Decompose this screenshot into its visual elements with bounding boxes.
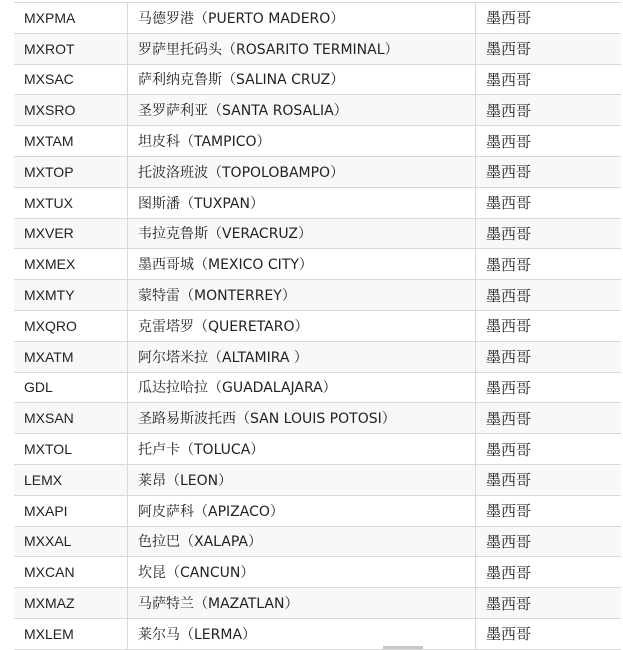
country-cell: 墨西哥 (476, 33, 622, 64)
port-code-cell: MXLEM (14, 618, 128, 649)
port-name-cell: 托波洛班波（TOPOLOBAMPO） (128, 156, 476, 187)
port-code-cell: MXMTY (14, 280, 128, 311)
table-row (14, 464, 621, 495)
port-code-cell: MXTAM (14, 126, 128, 157)
table-row (14, 618, 621, 649)
table-row (14, 526, 621, 557)
port-name-cell: 阿尔塔米拉（ALTAMIRA ） (128, 341, 476, 372)
port-code-cell: MXTOL (14, 434, 128, 465)
table-row (14, 126, 621, 157)
country-cell: 墨西哥 (476, 618, 622, 649)
table-row (14, 403, 621, 434)
port-code-cell: MXATM (14, 341, 128, 372)
table-row (14, 187, 621, 218)
port-name-cell: 马德罗港（PUERTO MADERO） (128, 3, 476, 34)
port-code-cell: MXQRO (14, 310, 128, 341)
country-cell: 墨西哥 (476, 434, 622, 465)
port-name-cell: 坦皮科（TAMPICO） (128, 126, 476, 157)
port-name-cell: 圣路易斯波托西（SAN LOUIS POTOSI） (128, 403, 476, 434)
table-row (14, 280, 621, 311)
port-name-cell: 莱昂（LEON） (128, 464, 476, 495)
port-name-cell: 瓜达拉哈拉（GUADALAJARA） (128, 372, 476, 403)
country-cell: 墨西哥 (476, 403, 622, 434)
port-code-cell: MXSAN (14, 403, 128, 434)
port-name-cell: 莱尔马（LERMA） (128, 618, 476, 649)
country-cell: 墨西哥 (476, 187, 622, 218)
port-code-cell: MXROT (14, 33, 128, 64)
port-name-cell: 托卢卡（TOLUCA） (128, 434, 476, 465)
country-cell: 墨西哥 (476, 95, 622, 126)
country-cell: 墨西哥 (476, 557, 622, 588)
country-cell: 墨西哥 (476, 588, 622, 619)
port-name-cell: 墨西哥城（MEXICO CITY） (128, 249, 476, 280)
table-row (14, 64, 621, 95)
port-code-cell: MXTUX (14, 187, 128, 218)
port-code-cell: MXSRO (14, 95, 128, 126)
port-name-cell: 罗萨里托码头（ROSARITO TERMINAL） (128, 33, 476, 64)
table-row (14, 33, 621, 64)
port-code-cell: MXSAC (14, 64, 128, 95)
country-cell: 墨西哥 (476, 372, 622, 403)
table-row (14, 341, 621, 372)
horizontal-scrollbar-thumb[interactable] (383, 646, 423, 649)
country-cell: 墨西哥 (476, 310, 622, 341)
country-cell: 墨西哥 (476, 341, 622, 372)
port-name-cell: 坎昆（CANCUN） (128, 557, 476, 588)
table-row (14, 495, 621, 526)
port-code-cell: MXMAZ (14, 588, 128, 619)
port-code-cell: LEMX (14, 464, 128, 495)
table-row (14, 310, 621, 341)
country-cell: 墨西哥 (476, 156, 622, 187)
table-row (14, 588, 621, 619)
port-code-cell: MXTOP (14, 156, 128, 187)
table-row (14, 156, 621, 187)
country-cell: 墨西哥 (476, 464, 622, 495)
port-name-cell: 圣罗萨利亚（SANTA ROSALIA） (128, 95, 476, 126)
country-cell: 墨西哥 (476, 3, 622, 34)
port-code-cell: MXAPI (14, 495, 128, 526)
port-name-cell: 图斯潘（TUXPAN） (128, 187, 476, 218)
port-code-table (14, 2, 621, 650)
port-code-cell: MXXAL (14, 526, 128, 557)
port-code-cell: MXVER (14, 218, 128, 249)
port-name-cell: 阿皮萨科（APIZACO） (128, 495, 476, 526)
port-code-cell: MXPMA (14, 3, 128, 34)
country-cell: 墨西哥 (476, 64, 622, 95)
port-code-cell: MXMEX (14, 249, 128, 280)
country-cell: 墨西哥 (476, 280, 622, 311)
port-name-cell: 马萨特兰（MAZATLAN） (128, 588, 476, 619)
country-cell: 墨西哥 (476, 218, 622, 249)
port-name-cell: 萨利纳克鲁斯（SALINA CRUZ） (128, 64, 476, 95)
port-name-cell: 韦拉克鲁斯（VERACRUZ） (128, 218, 476, 249)
table-row (14, 557, 621, 588)
port-code-cell: MXCAN (14, 557, 128, 588)
table-row (14, 249, 621, 280)
table-row (14, 218, 621, 249)
country-cell: 墨西哥 (476, 249, 622, 280)
port-name-cell: 色拉巴（XALAPA） (128, 526, 476, 557)
table-row (14, 372, 621, 403)
country-cell: 墨西哥 (476, 126, 622, 157)
port-code-cell: GDL (14, 372, 128, 403)
table-row (14, 95, 621, 126)
table-row (14, 3, 621, 34)
table-row (14, 434, 621, 465)
port-name-cell: 克雷塔罗（QUERETARO） (128, 310, 476, 341)
country-cell: 墨西哥 (476, 495, 622, 526)
country-cell: 墨西哥 (476, 526, 622, 557)
port-name-cell: 蒙特雷（MONTERREY） (128, 280, 476, 311)
table-body (14, 3, 621, 650)
